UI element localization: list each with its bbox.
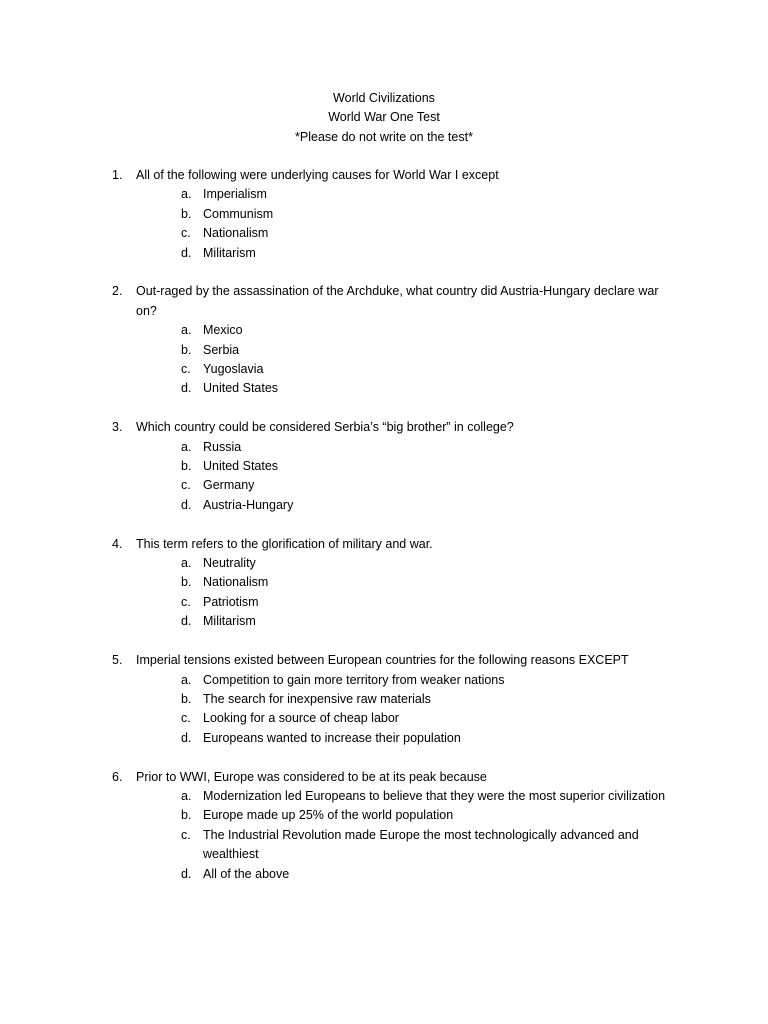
answer-option: [0, 826, 768, 865]
answer-option: [0, 224, 768, 243]
option-text: Competition to gain more territory from weaker nations: [203, 672, 505, 687]
answer-options: [0, 671, 768, 749]
question-text: All of the following were underlying causes for World War I except: [136, 168, 499, 182]
question-6: [0, 768, 768, 884]
option-text: Austria-Hungary: [203, 497, 294, 512]
option-text: Europe made up 25% of the world population: [203, 808, 454, 823]
answer-options: [0, 438, 768, 516]
option-letter: d.: [181, 497, 192, 512]
option-letter: c.: [181, 226, 191, 241]
option-text: Serbia: [203, 342, 240, 357]
question-stem: [0, 166, 768, 185]
option-letter: c.: [181, 478, 191, 493]
answer-options: [0, 321, 768, 399]
answer-option: [0, 321, 768, 340]
answer-option: [0, 476, 768, 495]
question-text: Prior to WWI, Europe was considered to be at its peak because: [136, 769, 487, 784]
option-text: Europeans wanted to increase their population: [203, 730, 461, 745]
option-letter: b.: [181, 575, 192, 590]
option-letter: d.: [181, 614, 192, 629]
option-text: Nationalism: [203, 226, 269, 241]
answer-option: [0, 729, 768, 748]
option-letter: c.: [181, 827, 191, 842]
option-text: Modernization led Europeans to believe that they were the most superior civilization: [203, 788, 666, 803]
option-letter: b.: [181, 459, 192, 474]
option-text: Mexico: [203, 323, 243, 338]
answer-option: [0, 671, 768, 690]
option-letter: a.: [181, 187, 192, 202]
test-instruction: *Please do not write on the test*: [295, 129, 473, 144]
question-number: 1.: [112, 168, 123, 182]
option-text: Neutrality: [203, 556, 256, 571]
option-text: Yugoslavia: [203, 362, 264, 377]
option-letter: d.: [181, 730, 192, 745]
answer-option: [0, 360, 768, 379]
option-text: Russia: [203, 439, 242, 454]
option-letter: a.: [181, 788, 192, 803]
option-letter: a.: [181, 672, 192, 687]
option-text: The Industrial Revolution made Europe the most technologically advanced and wealthiest: [203, 827, 639, 862]
answer-option: [0, 806, 768, 825]
answer-option: [0, 379, 768, 398]
option-letter: d.: [181, 381, 192, 396]
question-text: Imperial tensions existed between European countries for the following reasons EXCEPT: [136, 653, 629, 668]
answer-option: [0, 457, 768, 476]
option-letter: a.: [181, 439, 192, 454]
option-text: United States: [203, 381, 279, 396]
question-stem: [0, 535, 768, 554]
question-stem: [0, 651, 768, 670]
option-letter: d.: [181, 866, 192, 881]
question-number: 5.: [112, 653, 123, 668]
option-text: Militarism: [203, 245, 256, 260]
option-letter: b.: [181, 691, 192, 706]
question-number: 3.: [112, 420, 123, 435]
answer-option: [0, 185, 768, 204]
answer-options: [0, 787, 768, 884]
answer-options: [0, 554, 768, 632]
option-text: Germany: [203, 478, 255, 493]
document-header: [0, 89, 768, 147]
option-text: United States: [203, 459, 279, 474]
question-list: [0, 166, 768, 903]
option-text: Communism: [203, 206, 274, 221]
option-letter: c.: [181, 594, 191, 609]
option-letter: d.: [181, 245, 192, 260]
question-4: [0, 535, 768, 632]
option-text: Nationalism: [203, 575, 269, 590]
option-text: The search for inexpensive raw materials: [203, 691, 431, 706]
question-text: Out-raged by the assassination of the Archduke, what country did Austria-Hungary declare war on?: [136, 284, 659, 318]
option-text: Patriotism: [203, 594, 259, 609]
option-text: All of the above: [203, 866, 290, 881]
question-2: [0, 282, 768, 398]
answer-option: [0, 612, 768, 631]
question-stem: [0, 768, 768, 787]
answer-option: [0, 865, 768, 884]
option-letter: b.: [181, 206, 192, 221]
option-letter: c.: [181, 711, 191, 726]
question-5: [0, 651, 768, 748]
question-number: 6.: [112, 769, 123, 784]
answer-option: [0, 690, 768, 709]
question-stem: [0, 282, 768, 321]
question-stem: [0, 418, 768, 437]
option-letter: b.: [181, 808, 192, 823]
option-text: Imperialism: [203, 187, 267, 202]
answer-option: [0, 438, 768, 457]
answer-options: [0, 185, 768, 263]
answer-option: [0, 205, 768, 224]
answer-option: [0, 496, 768, 515]
answer-option: [0, 593, 768, 612]
option-letter: c.: [181, 362, 191, 377]
answer-option: [0, 573, 768, 592]
option-letter: b.: [181, 342, 192, 357]
question-text: Which country could be considered Serbia’s “big brother” in college?: [136, 420, 514, 435]
course-title: World Civilizations: [333, 91, 435, 105]
answer-option: [0, 554, 768, 573]
test-title: World War One Test: [328, 110, 440, 125]
answer-option: [0, 709, 768, 728]
question-3: [0, 418, 768, 515]
answer-option: [0, 244, 768, 263]
option-text: Militarism: [203, 614, 256, 629]
option-letter: a.: [181, 556, 192, 571]
question-number: 4.: [112, 536, 123, 551]
option-text: Looking for a source of cheap labor: [203, 711, 399, 726]
answer-option: [0, 341, 768, 360]
question-text: This term refers to the glorification of military and war.: [136, 536, 433, 551]
answer-option: [0, 787, 768, 806]
question-1: [0, 166, 768, 263]
question-number: 2.: [112, 284, 123, 299]
option-letter: a.: [181, 323, 192, 338]
